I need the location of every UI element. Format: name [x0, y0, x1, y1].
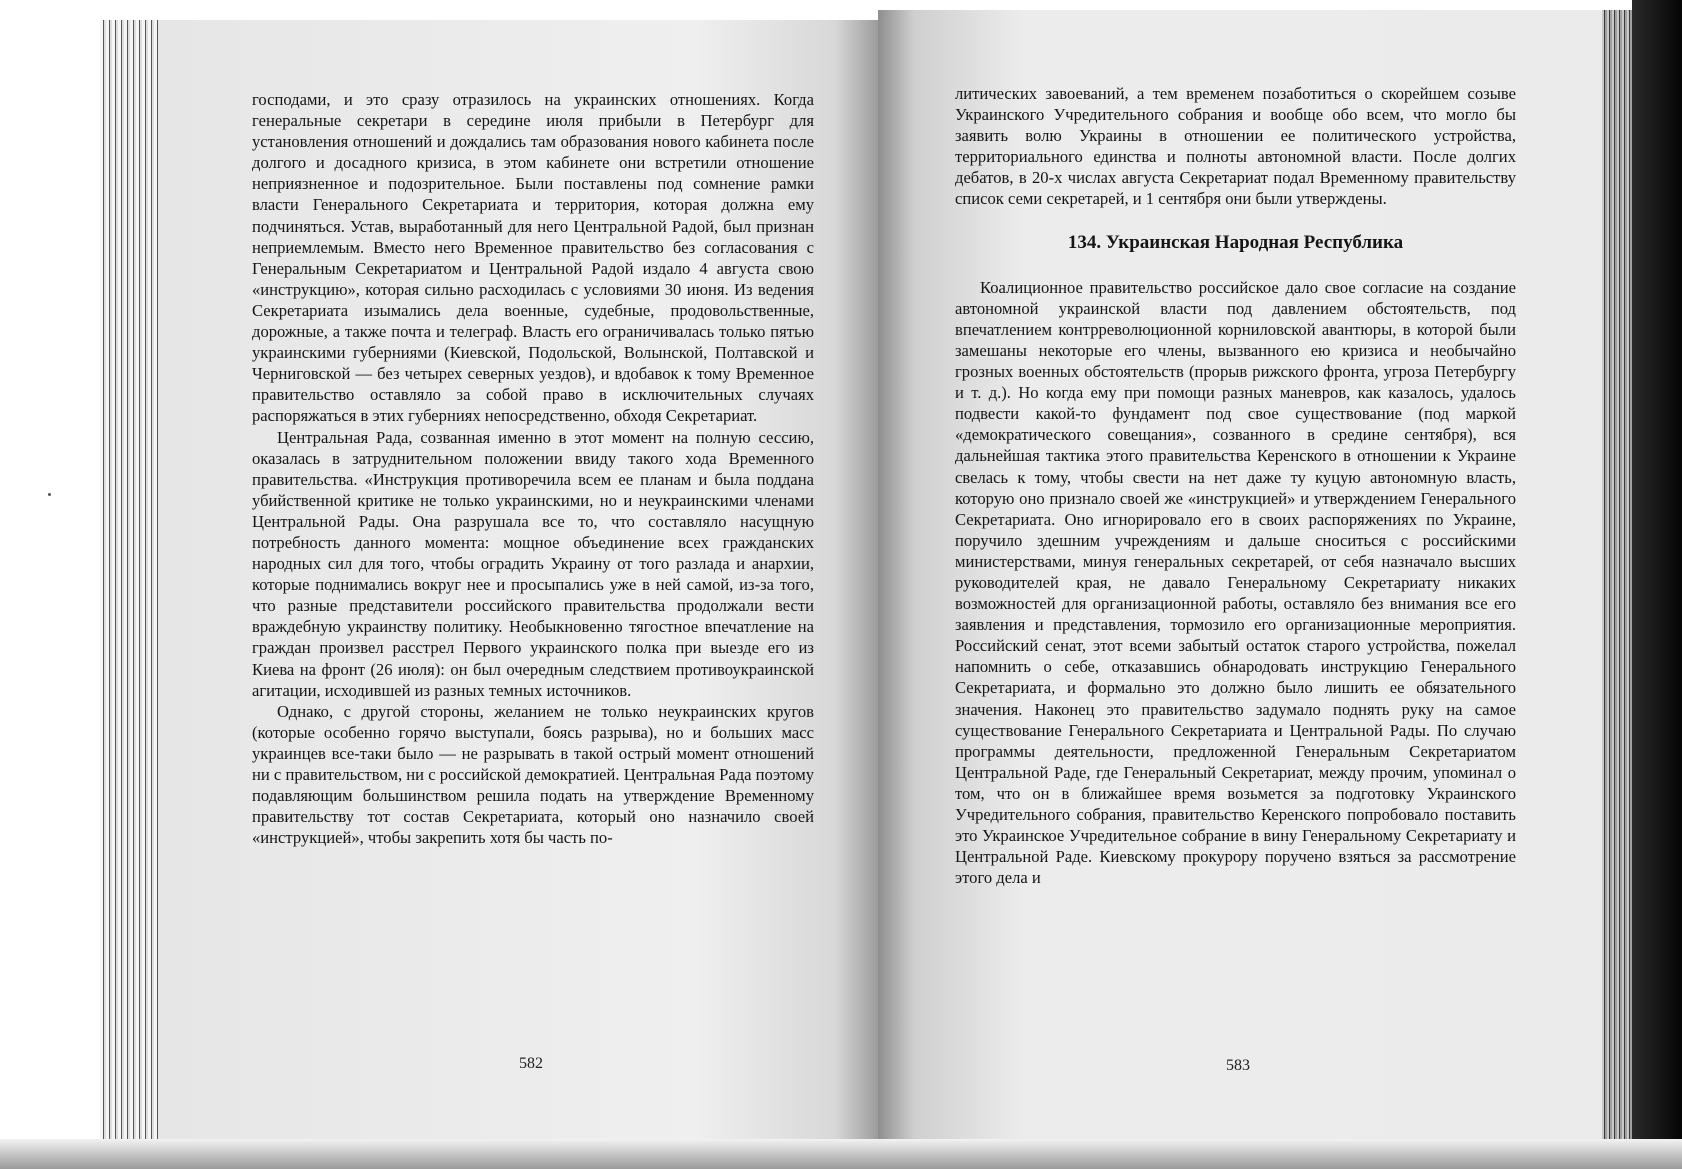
- page-number: 583: [1226, 1057, 1250, 1074]
- page-edges-right: [1602, 10, 1632, 1140]
- page-edges-left: [100, 20, 158, 1140]
- paragraph: Однако, с другой стороны, желанием не только неукраинских кругов (которые особенно горячо выступали, боясь разрыва), но и больших масс украинцев все-таки было — не разрывать в такой острый момент отношений ни с правительством, ни с российской демократией. Центральная Рада поэтому подавляющим большинством решила подать на утверждение Временному правительству тот состав Секретариата, который оно назначило своей «инструкцией», чтобы закрепить хотя бы часть по-: [252, 701, 814, 848]
- scan-shadow-right: [1632, 0, 1682, 1169]
- page-number: 582: [519, 1055, 543, 1072]
- paragraph: Центральная Рада, созванная именно в этот момент на полную сессию, оказалась в затруднительном положении ввиду такого хода Временного правительства. «Инструкция противоречила всем ее планам и была поддана убийственной критике не только украинскими, но и неукраинскими членами Центральной Рады. Она разрушала все то, что составляло насущную потребность данного момента: мощное объединение всех гражданских народных сил для того, чтобы оградить Украину от того разлада и анархии, которые поднимались вокруг нее и просыпались уже в ней самой, из-за того, что разные представители российского правительства продолжали вести враждебную украинству политику. Необыкновенно тягостное впечатление на граждан произвел расстрел Первого украинского полка при выезде его из Киева на фронт (26 июля): он был очередным следствием противоукраинской агитации, исходившей из разных темных источников.: [252, 427, 814, 700]
- paragraph: Коалиционное правительство российское дало свое согласие на создание автономной украинской власти под давлением обстоятельств, под впечатлением контрреволюционной корниловской авантюры, в которой были замешаны некоторые его члены, вызванного ею кризиса и необычайно грозных военных обстоятельств (прорыв рижского фронта, угроза Петербургу и т. д.). Но когда ему при помощи разных маневров, как казалось, удалось подвести какой-то фундамент под свое существование (под маркой «демократического совещания», созванного в средине сентября), вся дальнейшая тактика этого правительства Керенского в отношении к Украине свелась к тому, чтобы свести на нет даже ту куцую автономную власть, которую оно признало своей же «инструкцией» и утверждением Генерального Секретариата. Оно игнорировало его в своих распоряжениях по Украине, поручило здешним учреждениям и дальше сноситься с российскими министерствами, минуя генеральных секретарей, от себя назначало высших руководителей края, не давало Генеральному Секретариату никаких возможностей для организационной работы, оставляло без внимания все его заявления и представления, тормозило его организационные мероприятия. Российский сенат, этот всеми забытый остаток старого устройства, пожелал напомнить о себе, отказавшись обнародовать инструкцию Генерального Секретариата, и формально это должно было лишить ее обязательного значения. Наконец это правительство задумало поднять руку на самое существование Генерального Секретариата и Центральной Рады. По случаю программы деятельности, предложенной Генеральным Секретариатом Центральной Раде, где Генеральный Секретариат, между прочим, упоминал о том, что он в ближайшее время возьмется за подготовку Украинского Учредительного собрания, правительство Керенского попробовало поставить это Украинское Учредительное собрание в вину Генеральному Секретариату и Центральной Раде. Киевскому прокурору поручено взяться за рассмотрение этого дела и: [955, 277, 1516, 888]
- scan-shadow-bottom: [0, 1139, 1682, 1169]
- scan-speck: [48, 493, 51, 496]
- section-heading: 134. Украинская Народная Республика: [1067, 231, 1404, 253]
- paragraph: литических завоеваний, а тем временем позаботиться о скорейшем созыве Украинского Учредительного собрания и вообще обо всем, что могло бы заявить волю Украины в отношении ее политического устройства, территориального единства и полноты автономной власти. После долгих дебатов, в 20-х числах августа Секретариат подал Временному правительству список семи секретарей, и 1 сентября они были утверждены.: [955, 84, 1516, 209]
- right-page-body: [955, 83, 1516, 888]
- right-page: [878, 10, 1602, 1140]
- left-page: [158, 20, 878, 1140]
- paragraph: господами, и это сразу отразилось на украинских отношениях. Когда генеральные секретари в середине июля прибыли в Петербург для установления отношений и дождались там образования нового кабинета после долгого и досадного кризиса, в этом кабинете они встретили отношение неприязненное и подозрительное. Были поставлены под сомнение рамки власти Генерального Секретариата и территория, которая должна ему подчиняться. Устав, выработанный для него Центральной Радой, был признан неприемлемым. Вместо него Временное правительство без согласования с Генеральным Секретариатом и Центральной Радой издало 4 августа свою «инструкцию», которая сильно расходилась с условиями 30 июня. Из ведения Секретариата изымались дела военные, судебные, продовольственные, дорожные, а также почта и телеграф. Власть его ограничивалась только пятью украинскими губерниями (Киевской, Подольской, Волынской, Полтавской и Черниговской — без четырех северных уездов), и вдобавок к тому Временное правительство оставляло за собой право в исключительных случаях распоряжаться в этих губерниях непосредственно, обходя Секретариат.: [252, 90, 814, 426]
- left-page-body: [252, 89, 814, 848]
